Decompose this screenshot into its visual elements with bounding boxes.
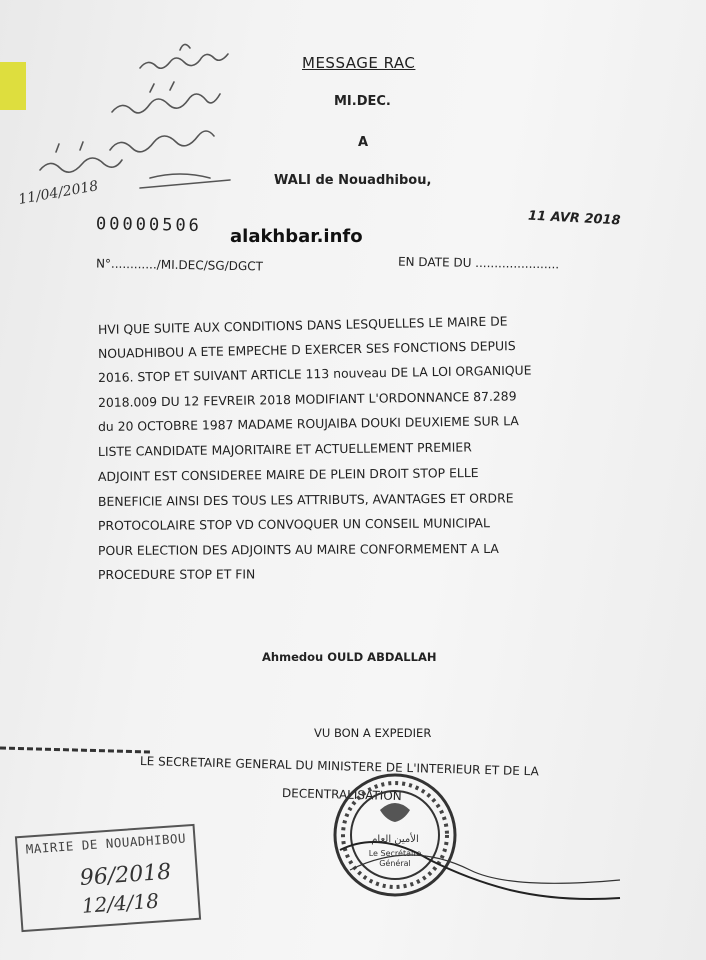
body-line: ADJOINT EST CONSIDEREE MAIRE DE PLEIN DROIT STOP ELLE (97, 465, 479, 484)
secretary-title: LE SECRETAIRE GENERAL DU MINISTERE DE L'INTERIEUR ET DE LA (139, 754, 539, 779)
sender: MI.DEC. (334, 94, 391, 109)
signature-scribble (330, 800, 630, 910)
body-line: POUR ELECTION DES ADJOINTS AU MAIRE CONFORMEMENT A LA (97, 540, 499, 558)
body-line: BENEFICIE AINSI DES TOUS LES ATTRIBUTS, AVANTAGES ET ORDRE (97, 490, 514, 509)
handwritten-date: 11/04/2018 (17, 178, 100, 208)
seal-arabic: الأمين العام (371, 834, 419, 845)
signatory-name: Ahmedou OULD ABDALLAH (262, 650, 437, 664)
body-line: 2016. STOP ET SUIVANT ARTICLE 113 nouveau DE LA LOI ORGANIQUE (97, 362, 532, 385)
registration-number: 00000506 (95, 214, 203, 236)
seal-line1: Le Secrétaire (368, 849, 422, 858)
body-line: NOUADHIBOU A ETE EMPECHE D EXERCER SES FONCTIONS DEPUIS (97, 337, 516, 361)
body-line: 2018.009 DU 12 FEVREIR 2018 MODIFIANT L'ORDONNANCE 87.289 (97, 388, 517, 410)
body-line: HVI QUE SUITE AUX CONDITIONS DANS LESQUELLES LE MAIRE DE (97, 313, 508, 337)
stamp-entry-date: 12/4/18 (81, 888, 160, 918)
watermark: alakhbar.info (230, 226, 363, 247)
recipient: WALI de Nouadhibou, (274, 173, 432, 188)
mairie-stamp (15, 824, 201, 932)
body-line: du 20 OCTOBRE 1987 MADAME ROUJAIBA DOUKI DEUXIEME SUR LA (97, 413, 519, 434)
message-title: MESSAGE RAC (302, 54, 416, 72)
registration-date: 11 AVR 2018 (527, 208, 621, 229)
stamp-entry-number: 96/2018 (79, 859, 173, 891)
seal-line2: Général (379, 859, 411, 868)
to-word: A (358, 135, 369, 150)
body-line: LISTE CANDIDATE MAJORITAIRE ET ACTUELLEMENT PREMIER (97, 439, 472, 459)
reference-date: EN DATE DU ...................... (397, 254, 560, 272)
handwritten-annotation (0, 0, 300, 240)
stamp-label: MAIRIE DE NOUADHIBOU (25, 830, 187, 857)
body-line: PROCEDURE STOP ET FIN (97, 566, 256, 582)
torn-edge-marks (0, 740, 150, 760)
reference-number: N°............/MI.DEC/SG/DGCT (95, 256, 264, 274)
body-line: PROTOCOLAIRE STOP VD CONVOQUER UN CONSEIL MUNICIPAL (97, 515, 490, 533)
approval-note: VU BON A EXPEDIER (314, 726, 432, 740)
ministry-name: DECENTRALISATION (281, 786, 402, 804)
